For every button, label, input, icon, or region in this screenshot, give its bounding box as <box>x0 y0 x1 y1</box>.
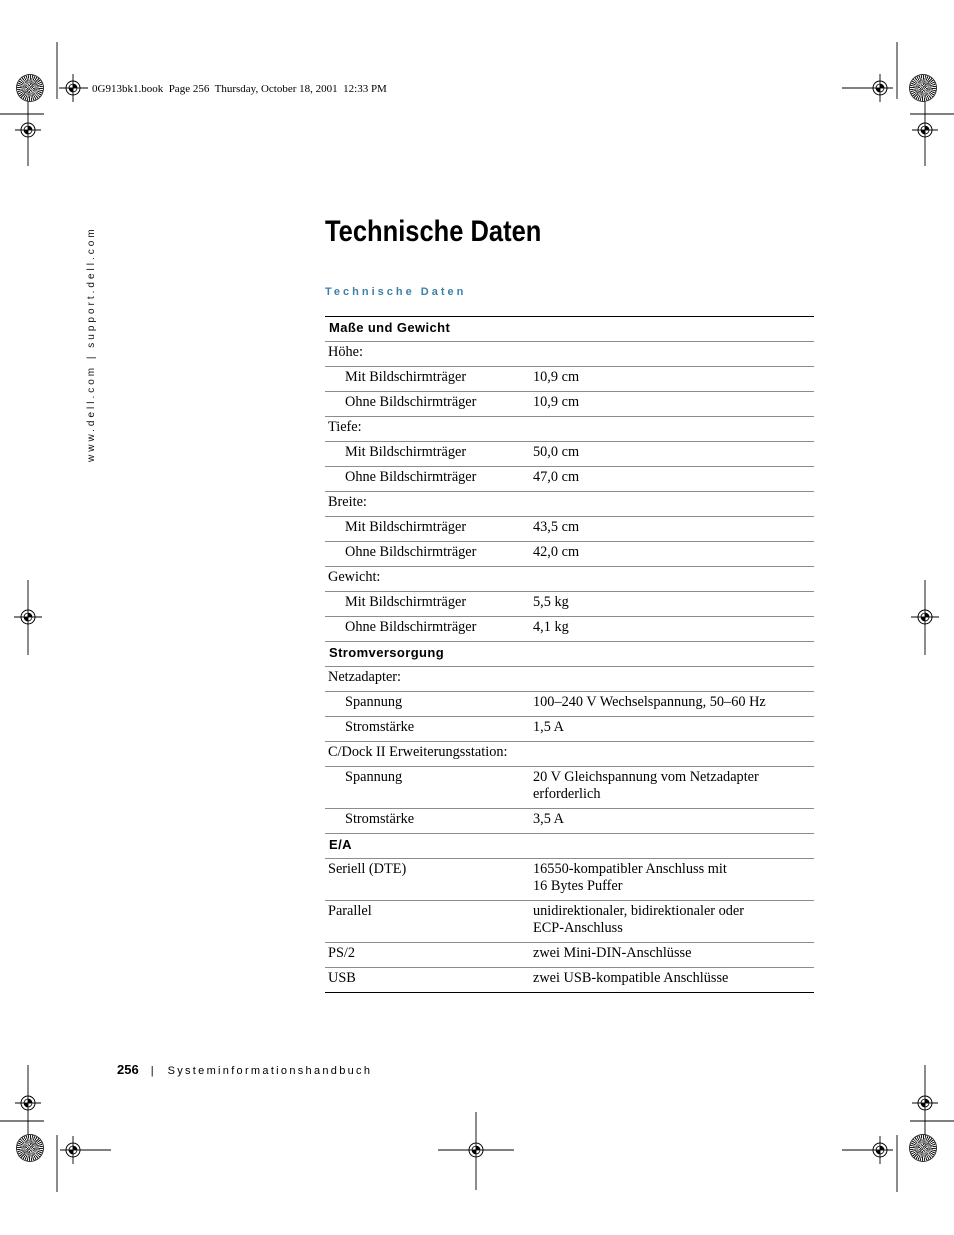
spec-row <box>325 617 814 642</box>
starburst-mark <box>17 1135 43 1161</box>
spec-label: Ohne Bildschirmträger <box>345 619 477 635</box>
spec-label: Stromstärke <box>345 719 415 735</box>
starburst-mark <box>17 75 43 101</box>
spec-value: 3,5 A <box>533 811 564 827</box>
spec-row <box>325 943 814 968</box>
starburst-mark <box>910 75 936 101</box>
spec-row <box>325 392 814 417</box>
spec-label: Ohne Bildschirmträger <box>345 544 477 560</box>
group-row <box>325 567 814 592</box>
section-heading: Stromversorgung <box>329 645 445 660</box>
section-heading-row <box>325 834 814 859</box>
spec-value: zwei USB-kompatible Anschlüsse <box>533 970 729 986</box>
spec-label: Parallel <box>328 903 372 919</box>
spec-row <box>325 767 814 809</box>
group-label: Breite: <box>328 494 367 510</box>
footer-separator: | <box>150 1065 154 1077</box>
spec-value: zwei Mini-DIN-Anschlüsse <box>533 945 692 961</box>
spec-value: 16550-kompatibler Anschluss mit 16 Bytes Puffer <box>533 861 727 894</box>
spec-label: Seriell (DTE) <box>328 861 407 877</box>
group-label: Tiefe: <box>328 419 362 435</box>
spec-value: 43,5 cm <box>533 519 580 535</box>
group-label: C/Dock II Erweiterungsstation: <box>328 744 508 760</box>
spec-value: unidirektionaler, bidirektionaler oder ECP-Anschluss <box>533 903 745 936</box>
registration-target <box>21 1096 35 1110</box>
spec-label: Stromstärke <box>345 811 415 827</box>
page-number: 256 <box>117 1062 139 1077</box>
spec-label: Ohne Bildschirmträger <box>345 394 477 410</box>
spec-label: USB <box>328 970 356 986</box>
registration-target <box>469 1143 483 1157</box>
spec-value: 10,9 cm <box>533 369 580 385</box>
spec-table <box>325 316 814 993</box>
spec-row <box>325 592 814 617</box>
section-heading-row <box>325 317 814 342</box>
page-footer <box>117 1062 372 1079</box>
spec-value: 50,0 cm <box>533 444 580 460</box>
spec-value: 5,5 kg <box>533 594 569 610</box>
spec-row <box>325 467 814 492</box>
spec-value: 42,0 cm <box>533 544 580 560</box>
spec-value: 4,1 kg <box>533 619 569 635</box>
spec-label: Spannung <box>345 769 403 785</box>
registration-target <box>873 1143 887 1157</box>
registration-target <box>918 610 932 624</box>
group-label: Netzadapter: <box>328 669 402 685</box>
spec-row <box>325 901 814 943</box>
group-label: Höhe: <box>328 344 363 360</box>
spec-row <box>325 809 814 834</box>
sidebar-url-text: www.dell.com | support.dell.com <box>86 226 97 462</box>
spec-value: 47,0 cm <box>533 469 580 485</box>
starburst-mark <box>910 1135 936 1161</box>
spec-value: 1,5 A <box>533 719 564 735</box>
section-heading-row <box>325 642 814 667</box>
spec-row <box>325 442 814 467</box>
registration-target <box>873 81 887 95</box>
book-title: Systeminformationshandbuch <box>167 1065 373 1077</box>
spec-row <box>325 692 814 717</box>
spec-row <box>325 859 814 901</box>
spec-value: 20 V Gleichspannung vom Netzadapter erforderlich <box>533 769 759 802</box>
group-label: Gewicht: <box>328 569 381 585</box>
spec-row <box>325 517 814 542</box>
spec-row <box>325 968 814 993</box>
spec-row <box>325 717 814 742</box>
print-header: 0G913bk1.book Page 256 Thursday, October 18, 2001 12:33 PM <box>92 83 387 95</box>
group-row <box>325 667 814 692</box>
spec-value: 10,9 cm <box>533 394 580 410</box>
spec-row <box>325 367 814 392</box>
group-row <box>325 342 814 367</box>
registration-target <box>66 81 80 95</box>
section-heading: E/A <box>329 837 352 852</box>
spec-value: 100–240 V Wechselspannung, 50–60 Hz <box>533 694 766 710</box>
table-caption: Technische Daten <box>325 286 467 298</box>
spec-label: Mit Bildschirmträger <box>345 369 467 385</box>
spec-label: Spannung <box>345 694 403 710</box>
registration-target <box>21 123 35 137</box>
registration-target <box>21 610 35 624</box>
spec-label: Mit Bildschirmträger <box>345 444 467 460</box>
registration-target <box>66 1143 80 1157</box>
section-heading: Maße und Gewicht <box>329 320 451 335</box>
page-title: Technische Daten <box>325 215 542 248</box>
spec-label: PS/2 <box>328 945 356 961</box>
spec-label: Mit Bildschirmträger <box>345 519 467 535</box>
group-row <box>325 492 814 517</box>
group-row <box>325 417 814 442</box>
spec-label: Mit Bildschirmträger <box>345 594 467 610</box>
spec-row <box>325 542 814 567</box>
registration-target <box>918 1096 932 1110</box>
spec-label: Ohne Bildschirmträger <box>345 469 477 485</box>
group-row <box>325 742 814 767</box>
registration-target <box>918 123 932 137</box>
